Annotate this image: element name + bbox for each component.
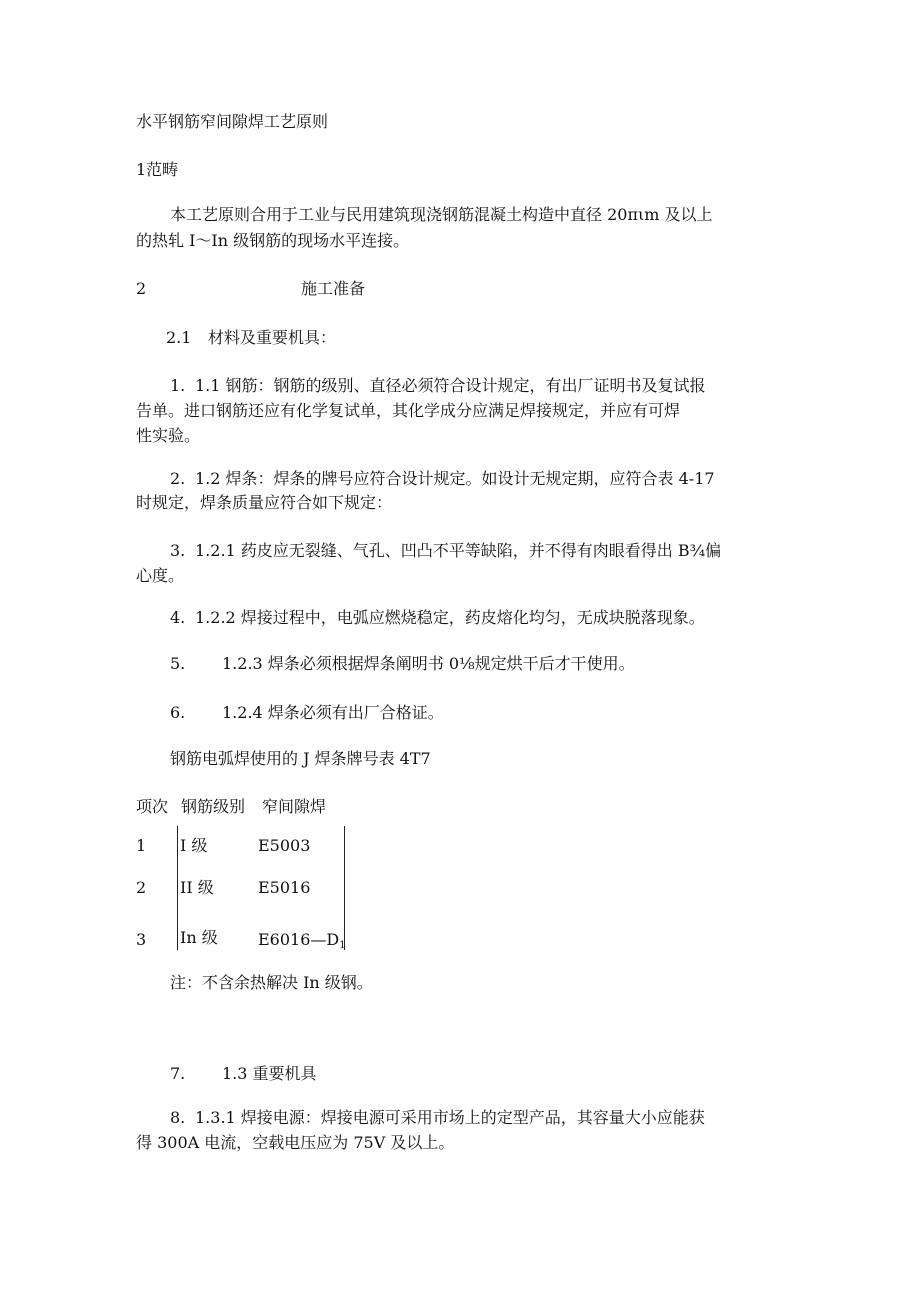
item-7-line-1: 1.3 重要机具: [222, 1064, 317, 1083]
item-8-line-1: 1.3.1 焊接电源：焊接电源可采用市场上的定型产品，其容量大小应能获: [195, 1108, 705, 1127]
table-row-3-rod-subscript: 1: [339, 940, 346, 951]
item-5-line-1: 1.2.3 焊条必须根据焊条阐明书 0⅛规定烘干后才干使用。: [222, 654, 635, 673]
subsection-2-1-label: 材料及重要机具：: [208, 328, 337, 347]
section-1-body-line-2: 的热轧 I～In 级钢筋的现场水平连接。: [136, 231, 410, 250]
item-1-line-1: 1.1 钢筋：钢筋的级别、直径必须符合设计规定，有出厂证明书及复试报: [195, 376, 706, 395]
table-row-2-index: 2: [136, 878, 147, 897]
table-left-rule: [177, 826, 178, 950]
table-header-index: 项次: [136, 797, 169, 816]
item-8-line-2: 得 300A 电流，空载电压应为 75V 及以上。: [136, 1133, 455, 1152]
subsection-2-1-number: 2.1: [166, 328, 192, 347]
section-1-heading: 1范畴: [136, 160, 179, 179]
table-row-1-grade: I 级: [180, 836, 208, 855]
table-caption: 钢筋电弧焊使用的 J 焊条牌号表 4T7: [170, 749, 431, 768]
item-4-line-1: 1.2.2 焊接过程中，电弧应燃烧稳定，药皮熔化均匀，无成块脱落现象。: [195, 608, 705, 627]
table-row-3-rod: [258, 929, 346, 957]
item-3-line-1: 1.2.1 药皮应无裂缝、气孔、凹凸不平等缺陷，并不得有肉眼看得出 B¾偏: [195, 541, 722, 560]
table-row-2-grade: II 级: [180, 878, 214, 897]
item-6-line-1: 1.2.4 焊条必须有出厂合格证。: [222, 703, 444, 722]
table-row-3-rod-text: E6016—D: [258, 930, 340, 949]
item-2-line-1: 1.2 焊条：焊条的牌号应符合设计规定。如设计无规定期，应符合表 4-17: [195, 469, 715, 488]
item-2-number: 2.: [170, 469, 186, 488]
item-4-number: 4.: [170, 608, 186, 627]
item-3-line-2: 心度。: [136, 566, 185, 585]
table-row-1-index: 1: [136, 836, 147, 855]
item-3-number: 3.: [170, 541, 186, 560]
item-7-number: 7.: [170, 1064, 186, 1083]
item-2-line-2: 时规定，焊条质量应符合如下规定：: [136, 493, 393, 512]
table-row-2-rod: E5016: [258, 878, 311, 897]
table-header-grade: 钢筋级别: [181, 797, 246, 816]
item-1-number: 1.: [170, 376, 186, 395]
item-6-number: 6.: [170, 703, 186, 722]
table-header-rod: 窄间隙焊: [262, 797, 327, 816]
item-8-number: 8.: [170, 1108, 186, 1127]
document-title: 水平钢筋窄间隙焊工艺原则: [136, 112, 329, 131]
section-2-number: 2: [136, 279, 147, 298]
item-1-line-2: 告单。进口钢筋还应有化学复试单，其化学成分应满足焊接规定，并应有可焊: [136, 401, 681, 420]
item-5-number: 5.: [170, 654, 186, 673]
table-row-3-grade: In 级: [180, 928, 218, 947]
section-1-body-line-1: 本工艺原则合用于工业与民用建筑现浇钢筋混凝土构造中直径 20πιm 及以上: [170, 205, 713, 224]
item-1-line-3: 性实验。: [136, 426, 201, 445]
table-note: 注：不含余热解决 In 级钢。: [170, 973, 373, 992]
section-2-heading: 施工准备: [301, 279, 366, 298]
table-row-3-index: 3: [136, 930, 147, 949]
table-row-1-rod: E5003: [258, 836, 311, 855]
